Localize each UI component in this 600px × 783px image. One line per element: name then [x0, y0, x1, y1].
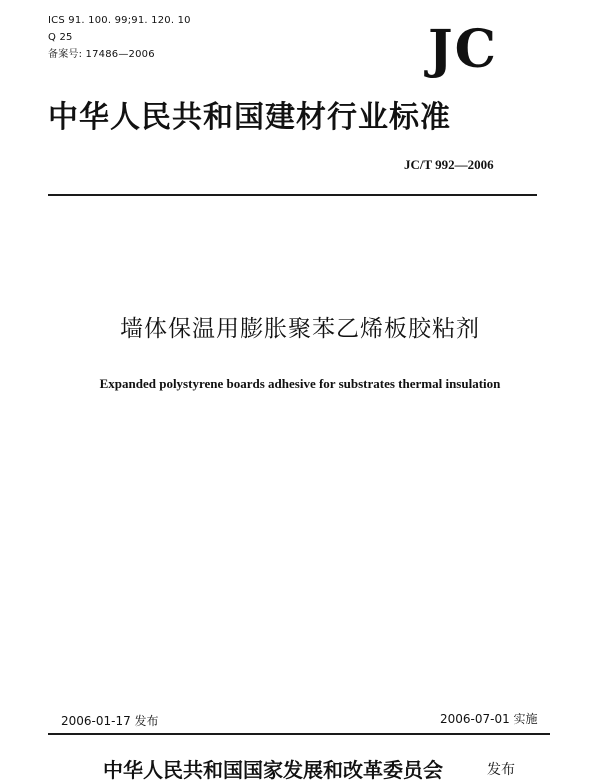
record-number: 备案号: 17486—2006	[48, 49, 155, 60]
ics-code: ICS 91. 100. 99;91. 120. 10	[48, 15, 191, 26]
jc-logo: JC	[428, 19, 498, 80]
publish-date: 2006-01-17 发布	[61, 714, 159, 728]
document-title-english: Expanded polystyrene boards adhesive for substrates thermal insulation	[99, 376, 501, 391]
standard-type-title: 中华人民共和国建材行业标准	[48, 100, 451, 135]
document-title-chinese: 墙体保温用膨胀聚苯乙烯板胶粘剂	[120, 316, 480, 342]
issuer-label: 发布	[487, 762, 515, 778]
standard-number: JC/T 992—2006	[404, 157, 494, 172]
footer-divider	[48, 733, 550, 735]
implement-date: 2006-07-01 实施	[440, 712, 538, 726]
classification-code: Q 25	[48, 32, 73, 43]
issuing-authority: 中华人民共和国国家发展和改革委员会	[103, 758, 443, 782]
header-divider	[48, 194, 537, 196]
